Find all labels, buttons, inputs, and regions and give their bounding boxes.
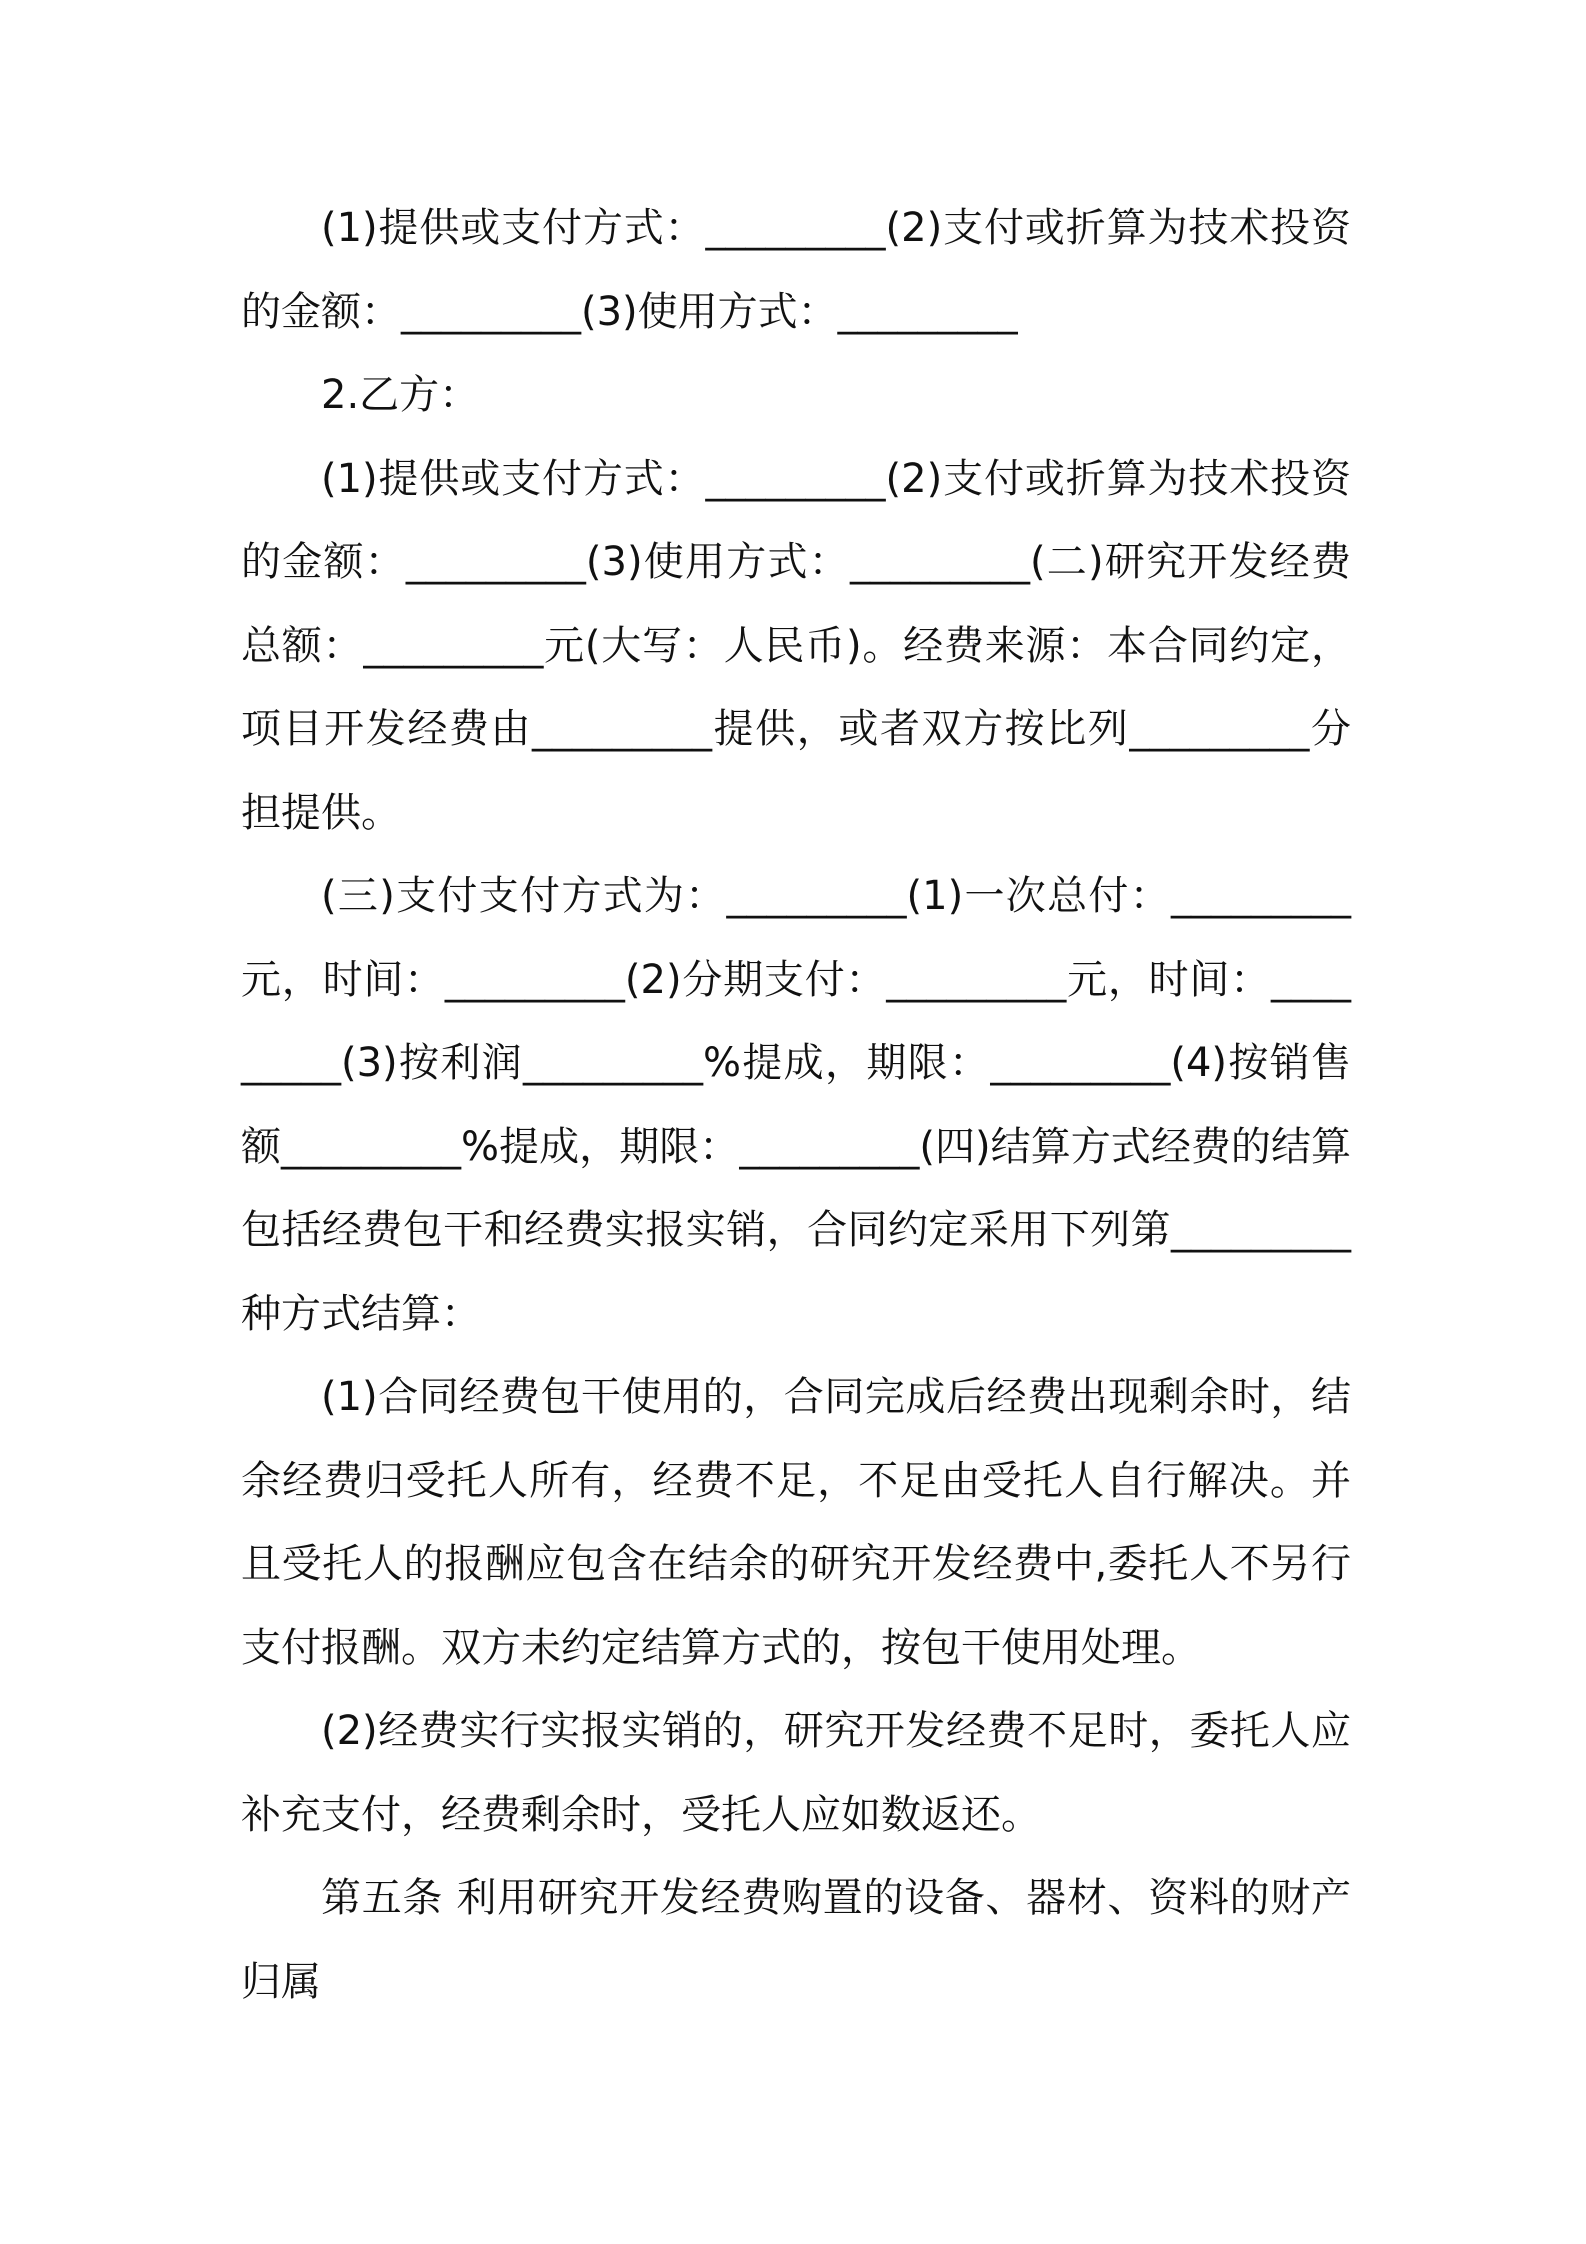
paragraph-payment-methods: (三)支付支付方式为：_________(1)一次总付：_________元，时间：_________(2)分期支付：_________元，时间：_________(3)按利润_________%提成，期限：_________(4)按销售额_________%提成，期限：_________(四)结算方式经费的结算包括经费包干和经费实报实销，合同约定采用下列第_________种方式结算： [241,873,1351,1337]
paragraph-article-five: 第五条 利用研究开发经费购置的设备、器材、资料的财产归属 [241,1875,1351,2005]
paragraph-party-a-payment: (1)提供或支付方式：_________(2)支付或折算为技术投资的金额：_________(3)使用方式：_________ [241,205,1351,335]
paragraph-actual-reimbursement: (2)经费实行实报实销的，研究开发经费不足时，委托人应补充支付，经费剩余时，受托人应如数返还。 [241,1708,1351,1838]
document-body [241,187,1351,2024]
paragraph-lump-sum-settlement: (1)合同经费包干使用的，合同完成后经费出现剩余时，结余经费归受托人所有，经费不足，不足由受托人自行解决。并且受托人的报酬应包含在结余的研究开发经费中,委托人不另行支付报酬。双方未约定结算方式的，按包干使用处理。 [241,1374,1351,1671]
paragraph-party-b-heading: 2.乙方： [321,372,480,418]
paragraph-party-b-payment-and-funding: (1)提供或支付方式：_________(2)支付或折算为技术投资的金额：_________(3)使用方式：_________(二)研究开发经费总额：_________元(大写：人民币)。经费来源：本合同约定，项目开发经费由_________提供，或者双方按比列_________分担提供。 [241,455,1351,836]
